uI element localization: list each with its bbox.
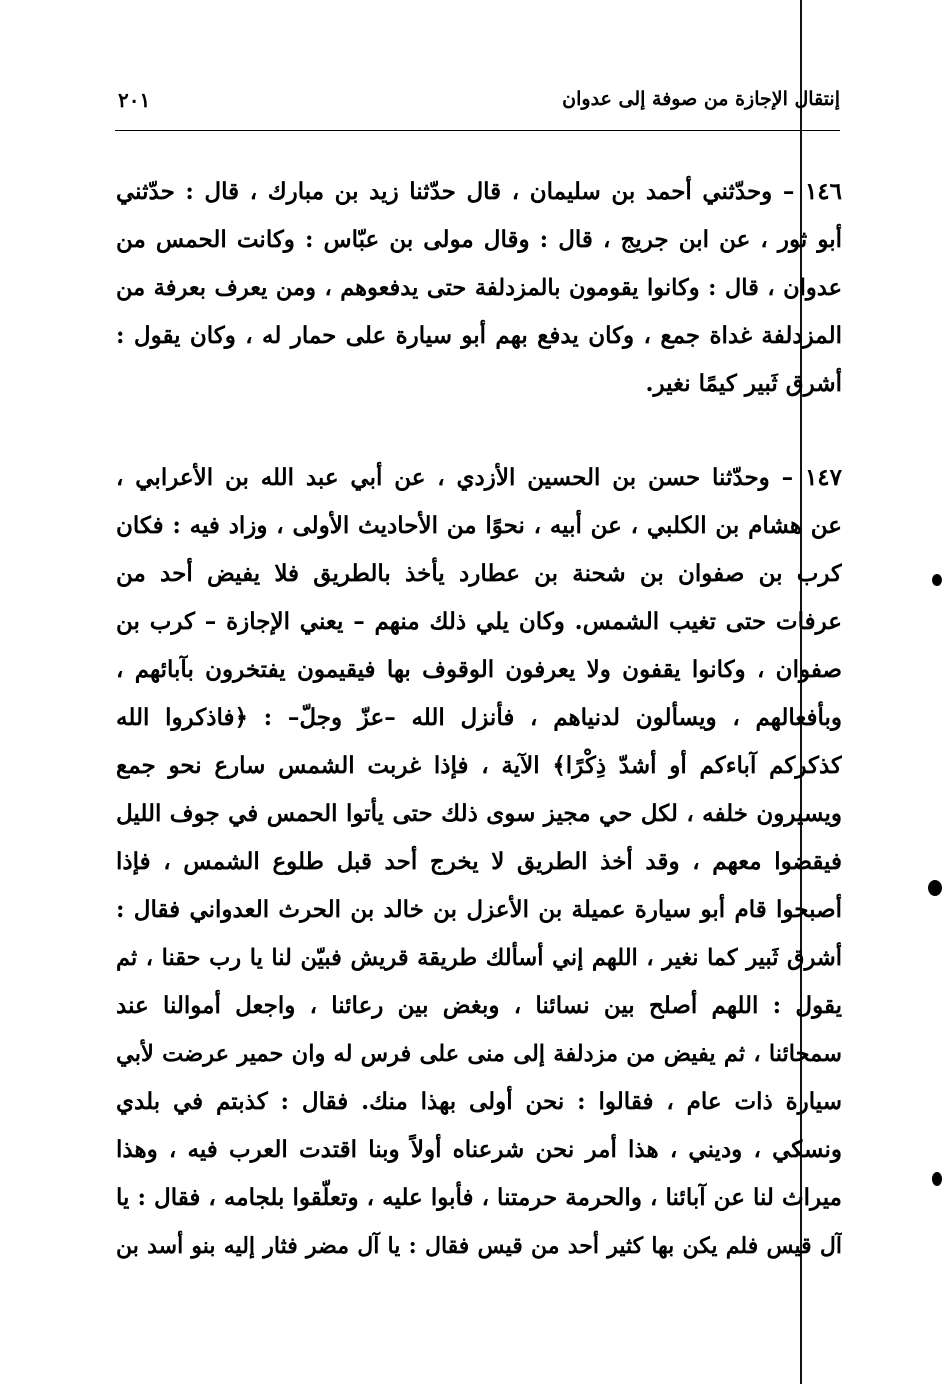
- text-line: ١٤٧ – وحدّثنا حسن بن الحسين الأزدي ، عن أبي عبد الله بن الأعرابي ،: [116, 464, 842, 491]
- scan-mark: [928, 880, 942, 896]
- body-text: [116, 168, 842, 1270]
- text-line: وبأفعالهم ، ويسألون لدنياهم ، فأنزل الله –عزّ وجلّ– : ﴿فاذكروا الله: [116, 704, 842, 731]
- text-line: أصبحوا قام أبو سيارة عميلة بن الأعزل بن خالد بن الحرث العدواني فقال :: [116, 896, 842, 923]
- text-line: آل قيس فلم يكن بها كثير أحد من قيس فقال : يا آل مضر فثار إليه بنو أسد بن: [116, 1233, 842, 1259]
- scan-mark: [932, 1172, 942, 1186]
- paragraph-gap: [116, 408, 842, 454]
- text-line: ١٤٦ – وحدّثني أحمد بن سليمان ، قال حدّثنا زيد بن مبارك ، قال : حدّثني: [116, 178, 842, 205]
- paragraph-147: [116, 454, 842, 1270]
- paragraph-146: [116, 168, 842, 408]
- text-line: كذكركم آباءكم أو أشدّ ذِكْرًا﴾ الآية ، فإذا غربت الشمس سارع نحو جمع: [116, 752, 842, 779]
- text-line: المزدلفة غداة جمع ، وكان يدفع بهم أبو سيارة على حمار له ، وكان يقول :: [116, 322, 842, 349]
- text-line: ويسيرون خلفه ، لكل حي مجيز سوى ذلك حتى يأتوا الحمس في جوف الليل: [116, 800, 842, 827]
- header-rule: [115, 130, 840, 131]
- text-line: أشرق ثَبير كما نغير ، اللهم إني أسألك طريقة قريش فبيّن لنا يا رب حقنا ، ثم: [116, 945, 842, 971]
- text-line: عدوان ، قال : وكانوا يقومون بالمزدلفة حتى يدفعوهم ، ومن يعرف بعرفة من: [116, 275, 842, 301]
- text-line: صفوان ، وكانوا يقفون ولا يعرفون الوقوف بها فيقيمون يفتخرون بآبائهم ،: [116, 656, 842, 683]
- text-line: يقول : اللهم أصلح بين نسائنا ، وبغض بين رعائنا ، واجعل أموالنا عند: [116, 992, 842, 1019]
- text-line: أشرق ثَبير كيمًا نغير.: [645, 370, 842, 397]
- running-title: إنتقال الإجازة من صوفة إلى عدوان: [562, 88, 840, 110]
- text-line: أبو ثور ، عن ابن جريج ، قال : وقال مولى بن عبّاس : وكانت الحمس من: [116, 226, 842, 253]
- text-line: ونسكي ، وديني ، هذا أمر نحن شرعناه أولاً وبنا اقتدت العرب فيه ، وهذا: [116, 1136, 842, 1163]
- page-number: ٢٠١: [118, 88, 151, 112]
- text-line: فيقضوا معهم ، وقد أخذ الطريق لا يخرج أحد قبل طلوع الشمس ، فإذا: [116, 848, 842, 875]
- text-line: سيارة ذات عام ، فقالوا : نحن أولى بهذا منك. فقال : كذبتم في بلدي: [116, 1088, 842, 1115]
- text-line: كرب بن صفوان بن شحنة بن عطارد يأخذ بالطريق فلا يفيض أحد من: [116, 560, 842, 587]
- text-line: سمحائنا ، ثم يفيض من مزدلفة إلى منى على فرس له وان حمير عرضت لأبي: [116, 1041, 842, 1067]
- text-line: عن هشام بن الكلبي ، عن أبيه ، نحوًا من الأحاديث الأولى ، وزاد فيه : فكان: [116, 512, 842, 539]
- running-head: [118, 88, 840, 124]
- text-line: عرفات حتى تغيب الشمس. وكان يلي ذلك منهم – يعني الإجازة – كرب بن: [116, 608, 842, 635]
- text-line: ميراث لنا عن آبائنا ، والحرمة حرمتنا ، فأبوا عليه ، وتعلّقوا بلجامه ، فقال : يا: [116, 1184, 842, 1211]
- scan-mark: [932, 574, 942, 586]
